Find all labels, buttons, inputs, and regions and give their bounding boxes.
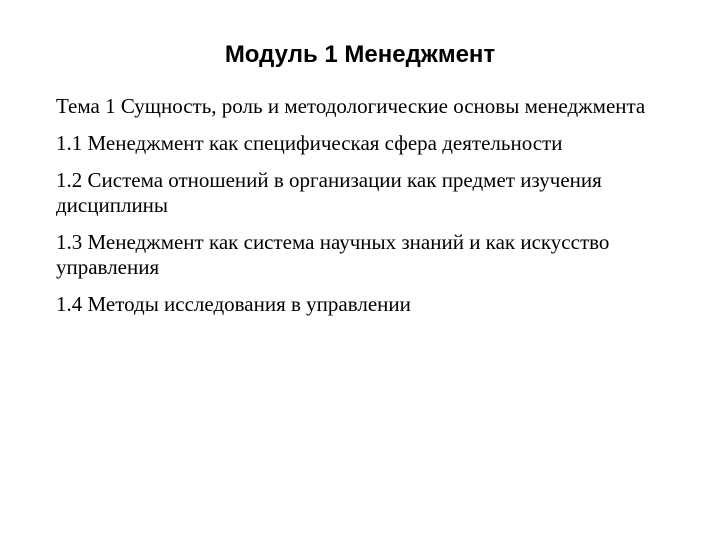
slide-title: Модуль 1 Менеджмент xyxy=(224,41,496,68)
subtopic-1-1: 1.1 Менеджмент как специфическая сфера деятельности xyxy=(56,131,563,155)
subtopic-1-3: 1.3 Менеджмент как система научных знаний и как искусство управления xyxy=(56,230,610,279)
slide-content xyxy=(56,94,656,329)
subtopic-1-4: 1.4 Методы исследования в управлении xyxy=(56,292,411,316)
topic-heading: Тема 1 Сущность, роль и методологические основы менеджмента xyxy=(56,94,646,118)
subtopic-1-2: 1.2 Система отношений в организации как предмет изучения дисциплины xyxy=(56,168,602,217)
